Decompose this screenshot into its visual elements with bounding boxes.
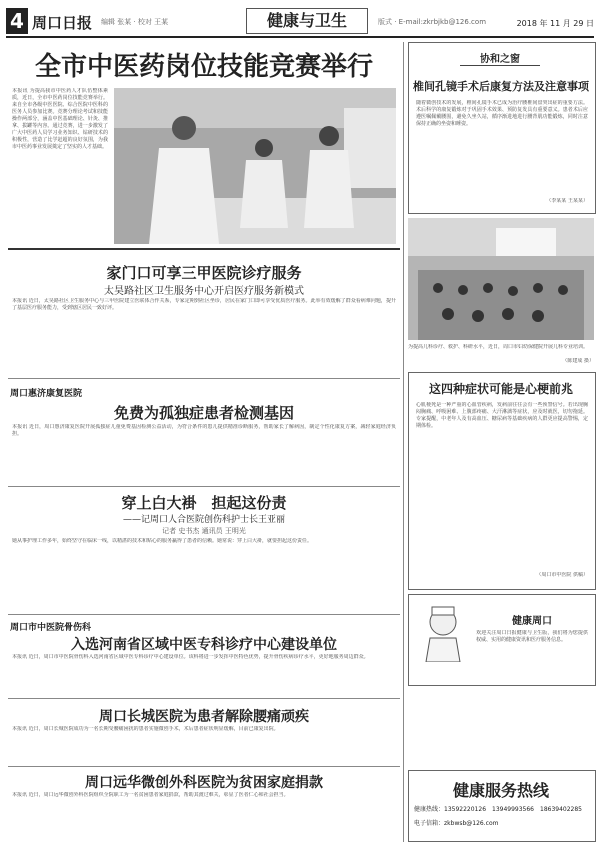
sidebar-body: 欢迎关注周口日报健康与卫生版，我们将为您提供权威、实用的健康资讯和医疗服务信息。	[476, 630, 588, 643]
sidebar-body: 心肌梗死是一种严重的心血管疾病，发病前往往会有一些预警信号。若出现胸闷胸痛、呼吸困难、上腹部疼痛、大汗淋漓等症状，应及时就医，切勿拖延。专家提醒，中老年人及有高血压、糖尿病等基础疾病的人群更应提高警惕，定期体检。	[416, 402, 588, 429]
section-title: 健康与卫生	[246, 8, 368, 34]
lead-photo	[114, 88, 396, 244]
story-body: 本报讯 近日，太昊路社区卫生服务中心与三甲医院建立医联体合作关系，专家定期到社区坐诊，居民在家门口即可享受优质医疗服务。此举有效缓解了群众看病难问题，提升了基层医疗服务能力，受到辖区居民一致好评。	[12, 298, 396, 311]
lead-body: 本报讯 为提高我市中医药人才队伍整体素质，近日，全市中医药岗位技能竞赛举行。来自全市各级中医医院、综合医院中医科的医务人员参加比赛。竞赛分理论考试和技能操作两部分，涵盖中医基础理论、针灸、推拿、拔罐等内容。通过竞赛，进一步激发了广大中医药人员学习业务知识、钻研技术的积极性，营造了比学赶超的良好氛围，为我市中医药事业发展奠定了坚实的人才基础。	[12, 88, 108, 150]
hotline-title: 健康服务热线	[452, 781, 549, 800]
health-mascot	[414, 604, 472, 662]
training-photo	[408, 218, 594, 340]
hotline-phones	[414, 804, 592, 813]
divider	[8, 248, 400, 250]
story-body: 本报讯 近日，周口远华微创外科医院组织全院职工为一名贫困患者家庭捐款，帮助其渡过难关，彰显了医者仁心和社会担当。	[12, 792, 289, 798]
divider	[8, 378, 400, 379]
section-label: 周口市中医院骨伤科	[10, 623, 92, 633]
doctor-cartoon-icon	[414, 604, 472, 662]
sidebar-credit: （李某某 王某某）	[546, 198, 588, 204]
phone-label: 健康热线：	[414, 806, 445, 813]
story-headline: 周口远华微创外科医院为贫困家庭捐款	[85, 775, 323, 791]
story-headline: 穿上白大褂 担起这份责	[121, 494, 287, 512]
story-headline: 入选河南省区域中医专科诊疗中心建设单位	[71, 637, 337, 653]
story-headline: 免费为孤独症患者检测基因	[113, 404, 294, 422]
sidebar-headline: 这四种症状可能是心梗前兆	[428, 382, 573, 396]
photo-credit: （陈建成 摄）	[562, 358, 594, 364]
photo-caption: 为提高儿科诊疗、救护、科研水平，近日，周口市妇幼保健院开展儿科专业培训。	[408, 344, 589, 350]
email-address: zkbwsb@126.com	[444, 820, 499, 827]
sidebar-section-label: 协和之窗	[460, 50, 540, 66]
sidebar-body: 随着微创技术的发展，椎间孔镜手术已成为治疗腰椎间盘突出症的重要方法。术后科学的康复锻炼对于巩固手术效果、预防复发具有重要意义。患者术后应遵医嘱佩戴腰围，避免久坐久站，循序渐进地进行腰背肌功能锻炼，同时注意保持正确的坐姿和睡姿。	[416, 100, 588, 127]
story-subhead: ——记周口人合医院创伤科护士长王亚丽	[122, 515, 285, 525]
page-header	[6, 6, 594, 38]
page-number: 4	[6, 8, 28, 34]
sidebar-credit: （周口市中医院 供稿）	[536, 572, 588, 578]
health-logo-text: 健康周口	[512, 616, 552, 627]
divider	[8, 614, 400, 615]
story-body: 她从事护理工作多年，始终坚守在临床一线，以精湛的技术和贴心的服务赢得了患者的信赖。她常说：穿上白大褂，就要担起这份责任。	[12, 538, 313, 544]
hotline-email	[414, 818, 592, 827]
email-label: 电子信箱：	[414, 820, 445, 827]
contact-line: 版式 · E-mail:zkrbjkb@126.com	[378, 18, 487, 26]
lead-headline: 全市中医药岗位技能竞赛举行	[34, 52, 373, 82]
conference-photo	[408, 218, 594, 340]
divider	[8, 486, 400, 487]
phone-numbers: 13592220126 13949993566 18639402285	[444, 806, 582, 813]
column-divider	[403, 42, 404, 842]
divider	[8, 698, 400, 699]
issue-date: 2018 年 11 月 29 日	[516, 19, 594, 28]
story-body: 本报讯 近日，周口长城医院成功为一名长期受腰痛困扰的患者实施微创手术，术后患者症状明显缓解，目前已康复出院。	[12, 726, 279, 732]
paper-name: 周口日报	[32, 14, 93, 32]
story-headline: 家门口可享三甲医院诊疗服务	[106, 264, 302, 282]
divider	[8, 766, 400, 767]
story-headline: 周口长城医院为患者解除腰痛顽疾	[99, 709, 309, 725]
section-label: 周口惠济康复医院	[10, 389, 83, 399]
story-body: 本报讯 近日，周口市中医院骨伤科入选河南省区域中医专科诊疗中心建设单位。该科将进一步发挥中医特色优势，提升骨伤疾病诊疗水平，更好地服务周边群众。	[12, 654, 369, 660]
hospital-ward-photo	[114, 88, 396, 244]
sidebar-headline: 椎间孔镜手术后康复方法及注意事项	[413, 80, 589, 93]
story-byline: 记者 史书杰 通讯员 王明光	[162, 527, 246, 535]
story-body: 本报讯 近日，周口惠济康复医院开展孤独症儿童免费基因检测公益活动，为符合条件的患儿提供精准诊断服务，帮助家长了解病因，制定个性化康复方案，减轻家庭经济负担。	[12, 424, 396, 437]
story-subhead: 太昊路社区卫生服务中心开启医疗服务新模式	[104, 286, 304, 297]
editor-line: 编辑 张某 · 校对 王某	[101, 18, 169, 26]
